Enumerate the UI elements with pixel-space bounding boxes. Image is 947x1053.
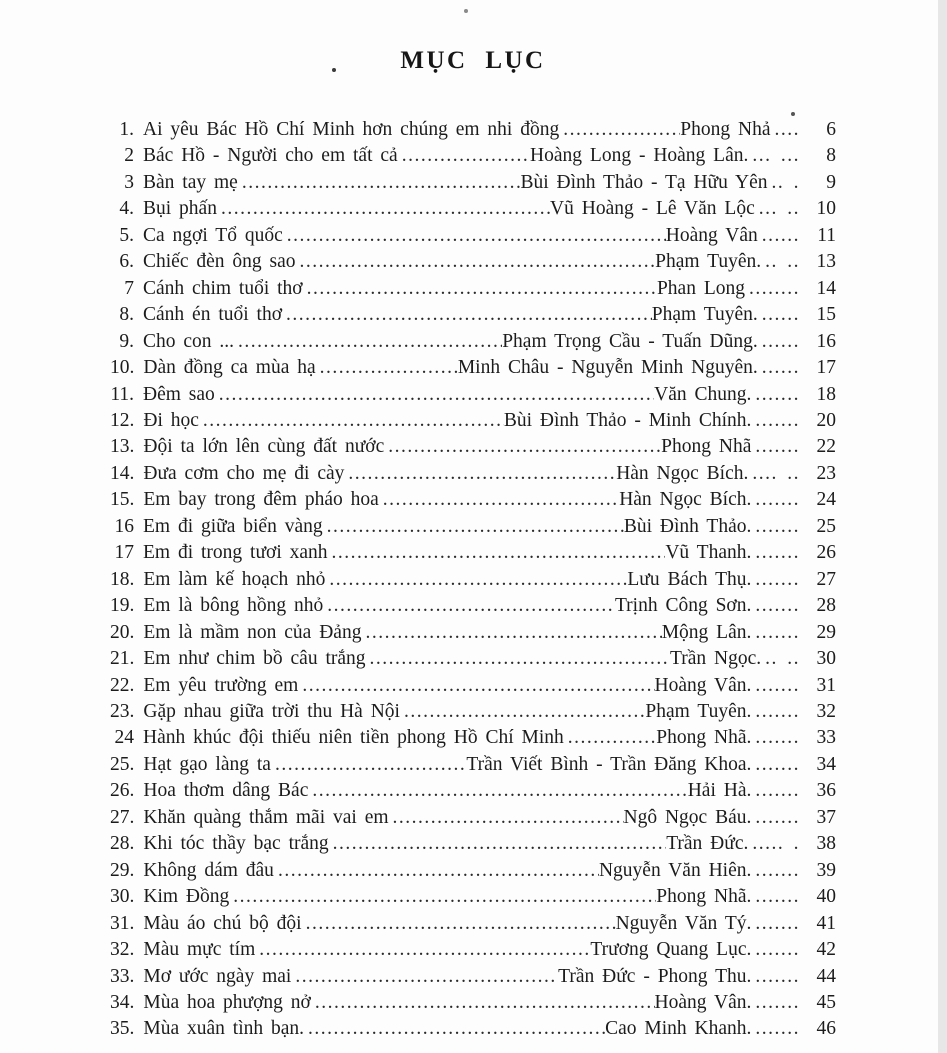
dot-leader	[320, 355, 458, 381]
dot-leader	[348, 461, 616, 487]
entry-number: 31.	[110, 912, 135, 934]
entry-title: Hạt gạo làng ta	[143, 753, 271, 775]
entry-trailing-dots: .... ..	[752, 462, 800, 484]
entry-author: Phong Nhả	[680, 119, 771, 140]
entry-page-number: 9	[826, 171, 836, 193]
toc-row	[110, 673, 836, 699]
toc-row	[110, 329, 836, 355]
entry-page-number: 23	[816, 462, 836, 484]
dot-leader	[393, 805, 624, 831]
entry-page-number: 31	[816, 674, 836, 696]
toc-row	[110, 514, 836, 540]
entry-number: 13.	[110, 436, 135, 458]
entry-author: Mộng Lân.	[661, 621, 752, 643]
dot-leader	[295, 964, 558, 990]
entry-trailing-dots: .......	[755, 780, 800, 802]
entry-title: Gặp nhau giữa trời thu Hà Nội	[143, 700, 400, 722]
toc-row	[110, 143, 836, 169]
entry-page-number: 44	[816, 965, 836, 987]
entry-number: 30.	[110, 886, 135, 908]
entry-number: 29.	[110, 859, 135, 881]
dot-leader	[315, 990, 655, 1016]
entry-title: Em bay trong đêm pháo hoa	[143, 489, 379, 511]
entry-page-number: 24	[816, 489, 836, 511]
entry-trailing-dots: .. ..	[765, 648, 800, 670]
entry-author: Bùi Đình Thảo.	[623, 515, 752, 537]
entry-author: Hàn Ngọc Bích.	[619, 489, 752, 511]
entry-author: Hoàng Vân.	[654, 991, 752, 1013]
entry-title: Em như chim bồ câu trắng	[143, 648, 366, 670]
toc-row	[110, 355, 836, 381]
entry-page-number: 27	[816, 568, 836, 590]
entry-page-number: 26	[816, 542, 836, 564]
dot-leader	[563, 117, 680, 143]
entry-number: 11.	[110, 383, 134, 405]
toc-row	[110, 699, 836, 725]
entry-trailing-dots: .......	[755, 409, 800, 431]
entry-trailing-dots: .......	[755, 700, 800, 722]
toc-row	[110, 778, 836, 804]
dot-leader	[327, 514, 624, 540]
dot-leader	[333, 831, 667, 857]
entry-title: Đêm sao	[143, 383, 215, 405]
toc-row	[110, 911, 836, 937]
entry-number: 16	[114, 515, 134, 537]
entry-author: Trịnh Công Sơn.	[614, 595, 752, 617]
entry-author: Bùi Đình Thảo - Minh Chính.	[503, 409, 752, 431]
entry-trailing-dots: .......	[755, 753, 800, 775]
entry-author: Phạm Trọng Cầu - Tuấn Dũng.	[502, 330, 758, 352]
entry-trailing-dots: .......	[755, 621, 800, 643]
entry-title: Em là mầm non của Đảng	[143, 621, 362, 643]
entry-page-number: 11	[817, 224, 836, 246]
entry-title: Bàn tay mẹ	[143, 171, 238, 193]
dot-leader	[332, 540, 666, 566]
entry-number: 5.	[119, 224, 134, 246]
dot-leader	[402, 143, 530, 169]
entry-number: 10.	[110, 357, 135, 379]
dot-leader	[388, 434, 661, 460]
entry-author: Bùi Đình Thảo - Tạ Hữu Yên	[520, 171, 768, 193]
entry-page-number: 29	[816, 621, 836, 643]
entry-page-number: 32	[816, 700, 836, 722]
entry-page-number: 34	[816, 753, 836, 775]
entry-number: 35.	[110, 1018, 135, 1040]
entry-author: Nguyễn Văn Tý.	[615, 912, 752, 934]
dot-leader	[568, 725, 657, 751]
entry-page-number: 8	[826, 145, 836, 167]
entry-number: 2	[124, 145, 134, 167]
dot-leader	[275, 752, 466, 778]
entry-number: 8.	[119, 304, 134, 326]
entry-title: Đội ta lớn lên cùng đất nước	[143, 436, 385, 458]
entry-title: Đưa cơm cho mẹ đi cày	[143, 462, 345, 484]
entry-page-number: 41	[816, 912, 836, 934]
entry-trailing-dots: .......	[755, 806, 800, 828]
toc-row	[110, 752, 836, 778]
entry-number: 32.	[110, 939, 135, 961]
toc-row	[110, 964, 836, 990]
entry-author: Hoàng Vân.	[654, 674, 752, 696]
dot-leader	[306, 911, 616, 937]
toc-row	[110, 487, 836, 513]
toc-row	[110, 382, 836, 408]
entry-trailing-dots: .. .	[771, 171, 800, 193]
entry-page-number: 6	[826, 119, 836, 140]
entry-title: Hành khúc đội thiếu niên tiền phong Hồ Chí Minh	[143, 727, 564, 749]
toc-row	[110, 620, 836, 646]
dot-leader	[238, 329, 502, 355]
entry-author: Cao Minh Khanh.	[605, 1018, 752, 1040]
entry-page-number: 40	[816, 886, 836, 908]
entry-page-number: 42	[816, 939, 836, 961]
entry-title: Em là bông hồng nhỏ	[143, 595, 324, 617]
entry-trailing-dots: ........	[749, 277, 800, 299]
entry-author: Văn Chung.	[654, 383, 752, 405]
entry-number: 22.	[110, 674, 135, 696]
entry-trailing-dots: ......	[761, 304, 800, 326]
entry-number: 24	[114, 727, 134, 749]
entry-trailing-dots: .......	[755, 515, 800, 537]
entry-author: Phong Nhã.	[656, 886, 752, 908]
entry-page-number: 10	[816, 198, 836, 220]
entry-author: Trần Đức - Phong Thu.	[558, 965, 752, 987]
entry-trailing-dots: .......	[755, 595, 800, 617]
entry-title: Em làm kế hoạch nhỏ	[143, 568, 326, 590]
entry-number: 6.	[119, 251, 134, 273]
entry-author: Trương Quang Lục.	[590, 939, 752, 961]
entry-author: Trần Viết Bình - Trần Đăng Khoa.	[466, 753, 752, 775]
entry-author: Lưu Bách Thụ.	[627, 568, 752, 590]
entry-title: Màu áo chú bộ đội	[143, 912, 302, 934]
entry-author: Trần Đức.	[666, 833, 749, 855]
dot-leader	[307, 276, 657, 302]
entry-trailing-dots: .......	[755, 436, 800, 458]
entry-number: 3	[124, 171, 134, 193]
entry-number: 33.	[110, 965, 135, 987]
entry-page-number: 28	[816, 595, 836, 617]
entry-title: Em đi giữa biển vàng	[143, 515, 323, 537]
entry-author: Hải Hà.	[687, 780, 752, 802]
entry-trailing-dots: ....	[774, 119, 800, 140]
toc-row	[110, 540, 836, 566]
entry-trailing-dots: .......	[755, 727, 800, 749]
toc-row	[110, 646, 836, 672]
entry-number: 27.	[110, 806, 135, 828]
dot-leader	[383, 487, 619, 513]
entry-title: Bụi phấn	[143, 198, 217, 220]
entry-number: 17	[114, 542, 134, 564]
entry-trailing-dots: .......	[755, 965, 800, 987]
entry-trailing-dots: .......	[755, 568, 800, 590]
toc-row	[110, 461, 836, 487]
toc-row	[110, 249, 836, 275]
entry-trailing-dots: .......	[755, 991, 800, 1013]
dot-leader	[203, 408, 504, 434]
entry-author: Vũ Thanh.	[665, 542, 752, 564]
entry-title: Kim Đồng	[143, 886, 230, 908]
toc-row	[110, 196, 836, 222]
entry-title: Khăn quàng thắm mãi vai em	[143, 806, 389, 828]
entry-trailing-dots: ......	[761, 357, 800, 379]
entry-trailing-dots: ......	[761, 224, 800, 246]
entry-trailing-dots: .......	[755, 489, 800, 511]
entry-page-number: 17	[816, 357, 836, 379]
entry-trailing-dots: ... ...	[752, 145, 800, 167]
entry-number: 28.	[110, 833, 135, 855]
entry-author: Ngô Ngọc Báu.	[623, 806, 752, 828]
entry-trailing-dots: .......	[755, 542, 800, 564]
entry-page-number: 13	[816, 251, 836, 273]
entry-author: Minh Châu - Nguyễn Minh Nguyên.	[457, 357, 758, 379]
entry-trailing-dots: ... ..	[758, 198, 800, 220]
toc-row	[110, 831, 836, 857]
entry-trailing-dots: .......	[755, 886, 800, 908]
entry-title: Em yêu trường em	[143, 674, 299, 696]
entry-title: Chiếc đèn ông sao	[143, 251, 296, 273]
toc-row	[110, 170, 836, 196]
entry-title: Mùa hoa phượng nở	[143, 991, 311, 1013]
entry-trailing-dots: ......	[761, 330, 800, 352]
page-title: MỤC LỤC	[400, 47, 546, 74]
dot-leader	[221, 196, 550, 222]
toc-row	[110, 117, 836, 143]
entry-number: 20.	[110, 621, 135, 643]
entry-author: Hoàng Vân	[665, 224, 758, 246]
entry-page-number: 14	[816, 277, 836, 299]
entry-trailing-dots: .......	[755, 383, 800, 405]
page-content	[110, 0, 836, 1043]
entry-number: 19.	[110, 595, 135, 617]
entry-author: Phong Nhã	[661, 436, 752, 458]
toc-row	[110, 276, 836, 302]
dot-leader	[219, 382, 654, 408]
dot-leader	[286, 302, 652, 328]
entry-title: Bác Hồ - Người cho em tất cả	[143, 145, 398, 167]
entry-trailing-dots: .......	[755, 939, 800, 961]
entry-page-number: 37	[816, 806, 836, 828]
toc-list	[110, 117, 836, 1043]
entry-author: Hoàng Long - Hoàng Lân.	[530, 145, 749, 167]
scan-edge-strip	[938, 0, 947, 1053]
entry-number: 9.	[119, 330, 134, 352]
dot-leader	[233, 884, 656, 910]
entry-title: Đi học	[143, 409, 199, 431]
dot-leader	[329, 567, 627, 593]
entry-page-number: 30	[816, 648, 836, 670]
entry-author: Nguyễn Văn Hiên.	[598, 859, 752, 881]
dot-leader	[259, 937, 590, 963]
entry-title: Mùa xuân tình bạn.	[143, 1018, 305, 1040]
entry-number: 25.	[110, 753, 135, 775]
toc-row	[110, 725, 836, 751]
entry-number: 18.	[110, 568, 135, 590]
dot-leader	[312, 778, 687, 804]
toc-row	[110, 805, 836, 831]
entry-number: 12.	[110, 409, 135, 431]
entry-author: Phong Nhã.	[656, 727, 752, 749]
toc-row	[110, 408, 836, 434]
dot-leader	[404, 699, 645, 725]
entry-page-number: 15	[816, 304, 836, 326]
dot-leader	[365, 620, 661, 646]
entry-title: Khi tóc thầy bạc trắng	[143, 833, 329, 855]
entry-author: Phạm Tuyên.	[651, 304, 758, 326]
entry-author: Hàn Ngọc Bích.	[616, 462, 749, 484]
toc-row	[110, 567, 836, 593]
dot-leader	[308, 1016, 605, 1042]
entry-number: 23.	[110, 700, 135, 722]
entry-page-number: 36	[816, 780, 836, 802]
toc-row	[110, 302, 836, 328]
entry-number: 1.	[119, 119, 134, 140]
entry-title: Không dám đâu	[143, 859, 274, 881]
entry-trailing-dots: .......	[755, 674, 800, 696]
entry-title: Em đi trong tươi xanh	[143, 542, 328, 564]
entry-title: Ca ngợi Tổ quốc	[143, 224, 283, 246]
entry-page-number: 39	[816, 859, 836, 881]
toc-row	[110, 593, 836, 619]
entry-title: Hoa thơm dâng Bác	[143, 780, 309, 802]
entry-page-number: 18	[816, 383, 836, 405]
entry-page-number: 20	[816, 409, 836, 431]
dot-leader	[300, 249, 656, 275]
entry-number: 21.	[110, 648, 135, 670]
toc-row	[110, 990, 836, 1016]
entry-title: Cánh chim tuổi thơ	[143, 277, 303, 299]
entry-number: 14.	[110, 462, 135, 484]
toc-row	[110, 884, 836, 910]
toc-row	[110, 858, 836, 884]
entry-author: Phạm Tuyên.	[645, 700, 752, 722]
entry-page-number: 38	[816, 833, 836, 855]
dot-leader	[327, 593, 615, 619]
entry-number: 34.	[110, 991, 135, 1013]
entry-number: 4.	[119, 198, 134, 220]
entry-number: 7	[124, 277, 134, 299]
entry-author: Vũ Hoàng - Lê Văn Lộc	[550, 198, 755, 220]
entry-page-number: 45	[816, 991, 836, 1013]
entry-page-number: 22	[816, 436, 836, 458]
entry-title: Màu mực tím	[143, 939, 256, 961]
entry-title: Ai yêu Bác Hồ Chí Minh hơn chúng em nhi đồng	[143, 119, 560, 140]
toc-row	[110, 937, 836, 963]
entry-trailing-dots: .......	[755, 859, 800, 881]
entry-trailing-dots: .......	[755, 1018, 800, 1040]
entry-trailing-dots: .. ..	[765, 251, 800, 273]
entry-trailing-dots: .......	[755, 912, 800, 934]
entry-page-number: 33	[816, 727, 836, 749]
entry-page-number: 46	[816, 1018, 836, 1040]
entry-number: 15.	[110, 489, 135, 511]
entry-author: Phạm Tuyên.	[655, 251, 762, 273]
dot-leader	[287, 223, 666, 249]
entry-author: Phan Long	[656, 277, 745, 299]
entry-trailing-dots: ..... .	[752, 833, 800, 855]
entry-title: Cánh én tuổi thơ	[143, 304, 283, 326]
entry-title: Cho con ...	[143, 330, 235, 352]
entry-title: Mơ ước ngày mai	[143, 965, 292, 987]
dot-leader	[278, 858, 599, 884]
entry-page-number: 25	[816, 515, 836, 537]
dot-leader	[302, 673, 654, 699]
toc-row	[110, 223, 836, 249]
dot-leader	[370, 646, 670, 672]
toc-row	[110, 434, 836, 460]
toc-row	[110, 1016, 836, 1042]
entry-title: Dàn đồng ca mùa hạ	[143, 357, 316, 379]
entry-number: 26.	[110, 780, 135, 802]
entry-author: Trần Ngọc.	[670, 648, 762, 670]
entry-page-number: 16	[816, 330, 836, 352]
dot-leader	[242, 170, 521, 196]
